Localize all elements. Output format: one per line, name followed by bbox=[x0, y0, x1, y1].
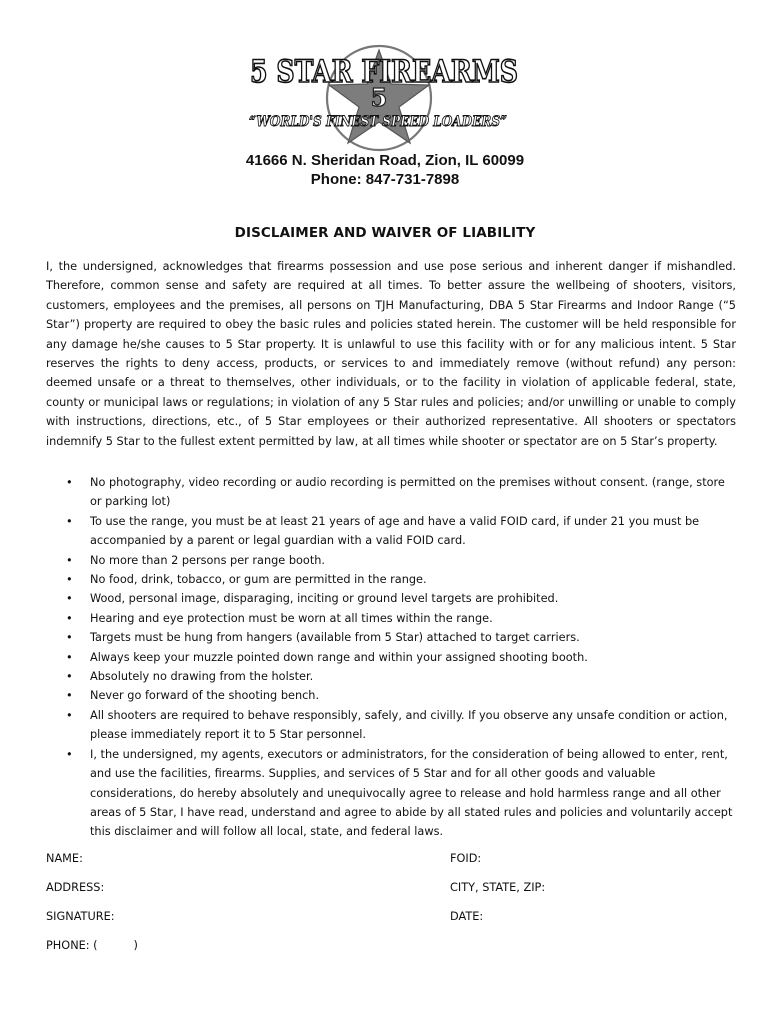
logo-graphic bbox=[243, 42, 525, 154]
rule-item bbox=[46, 706, 736, 745]
rule-text: To use the range, you must be at least 21 years of age and have a valid FOID card, if under 21 you must be accompanied by a parent or legal guardian with a valid FOID card. bbox=[90, 514, 700, 548]
rule-item bbox=[46, 609, 736, 628]
rule-text: Wood, personal image, disparaging, inciting or ground level targets are prohibited. bbox=[90, 592, 559, 606]
rule-text: All shooters are required to behave responsibly, safely, and civilly. If you observe any unsafe condition or action, please immediately report it to 5 Star personnel. bbox=[90, 708, 728, 742]
rule-item bbox=[46, 473, 736, 512]
company-address: 41666 N. Sheridan Road, Zion, IL 60099 bbox=[245, 152, 525, 169]
bullet-icon: • bbox=[66, 476, 73, 489]
field-row bbox=[46, 907, 736, 936]
city-state-zip-field[interactable]: CITY, STATE, ZIP: bbox=[450, 881, 546, 894]
field-row bbox=[46, 878, 736, 907]
company-logo bbox=[243, 42, 525, 154]
rule-item bbox=[46, 512, 736, 551]
foid-field[interactable]: FOID: bbox=[450, 852, 482, 865]
rule-text: Always keep your muzzle pointed down range and within your assigned shooting booth. bbox=[90, 650, 588, 664]
rule-item bbox=[46, 570, 736, 589]
rule-item bbox=[46, 667, 736, 686]
bullet-icon: • bbox=[66, 650, 73, 664]
rule-text: Hearing and eye protection must be worn at all times within the range. bbox=[90, 611, 493, 625]
bullet-icon: • bbox=[66, 689, 73, 703]
rule-text: Never go forward of the shooting bench. bbox=[90, 689, 320, 703]
bullet-icon: • bbox=[66, 708, 73, 722]
rule-text: No photography, video recording or audio recording is permitted on the premises without consent. (range, store or parking lot) bbox=[90, 476, 725, 509]
rule-item bbox=[46, 628, 736, 647]
signature-field[interactable]: SIGNATURE: bbox=[46, 910, 115, 923]
company-phone: Phone: 847-731-7898 bbox=[310, 171, 460, 188]
rule-item bbox=[46, 648, 736, 667]
document-title: DISCLAIMER AND WAIVER OF LIABILITY bbox=[234, 225, 536, 241]
date-field[interactable]: DATE: bbox=[450, 910, 484, 923]
rule-text: I, the undersigned, my agents, executors or administrators, for the consideration of being allowed to enter, rent, and use the facilities, firearms. Supplies, and services of 5 Star and for all other goods and valuable considerations, do hereby absolutely and unequivocally agree to release and hold harmless range and all other areas of 5 Star, I have read, understand and agree to abide by all stated rules and policies and voluntarily accept this disclaimer and will follow all local, state, and federal laws. bbox=[90, 747, 733, 839]
address-field[interactable]: ADDRESS: bbox=[46, 881, 105, 894]
field-row bbox=[46, 849, 736, 878]
rule-text: Targets must be hung from hangers (available from 5 Star) attached to target carriers. bbox=[90, 631, 580, 645]
bullet-icon: • bbox=[66, 611, 73, 625]
logo-title: 5 STAR FIREARMS bbox=[250, 54, 518, 90]
rule-text: No food, drink, tobacco, or gum are permitted in the range. bbox=[90, 573, 427, 587]
rule-text: Absolutely no drawing from the holster. bbox=[90, 670, 314, 684]
bullet-icon: • bbox=[66, 573, 73, 587]
rule-item bbox=[46, 745, 736, 842]
field-row bbox=[46, 936, 736, 965]
form-fields bbox=[46, 849, 736, 965]
rule-item bbox=[46, 589, 736, 608]
bullet-icon: • bbox=[66, 670, 73, 684]
bullet-icon: • bbox=[66, 514, 73, 528]
rules-list bbox=[46, 473, 736, 842]
bullet-icon: • bbox=[66, 747, 73, 761]
name-field[interactable]: NAME: bbox=[46, 852, 83, 865]
rule-text: No more than 2 persons per range booth. bbox=[90, 553, 326, 567]
bullet-icon: • bbox=[66, 631, 73, 645]
rule-item bbox=[46, 551, 736, 570]
rule-item bbox=[46, 686, 736, 705]
phone-field[interactable]: PHONE: ( ) bbox=[46, 939, 138, 952]
intro-paragraph: I, the undersigned, acknowledges that firearms possession and use pose serious and inherent danger if mishandled. Therefore, common sense and safety are required at all times. To better assure the wellbeing of shooters, visitors, customers, employees and the premises, all persons on TJH Manufacturing, DBA 5 Star Firearms and Indoor Range (“5 Star”) property are required to obey the basic rules and policies stated herein. The customer will be held responsible for any damage he/she causes to 5 Star property. It is unlawful to use this facility with or for any malicious intent. 5 Star reserves the rights to deny access, products, or services to and immediately remove (without refund) any person: deemed unsafe or a threat to themselves, other individuals, or to the facility in violation of applicable federal, state, county or municipal laws or regulations; in violation of any 5 Star rules and policies; and/or unwilling or unable to comply with instructions, directions, etc., of 5 Star employees or their authorized representative. All shooters or spectators indemnify 5 Star to the fullest extent permitted by law, at all times while shooter or spectator are on 5 Star’s property. bbox=[46, 260, 736, 448]
bullet-icon: • bbox=[66, 592, 73, 606]
logo-tagline: “WORLD'S FINEST SPEED LOADERS” bbox=[249, 114, 507, 130]
bullet-icon: • bbox=[66, 553, 73, 567]
logo-star-number: 5 bbox=[370, 83, 388, 112]
